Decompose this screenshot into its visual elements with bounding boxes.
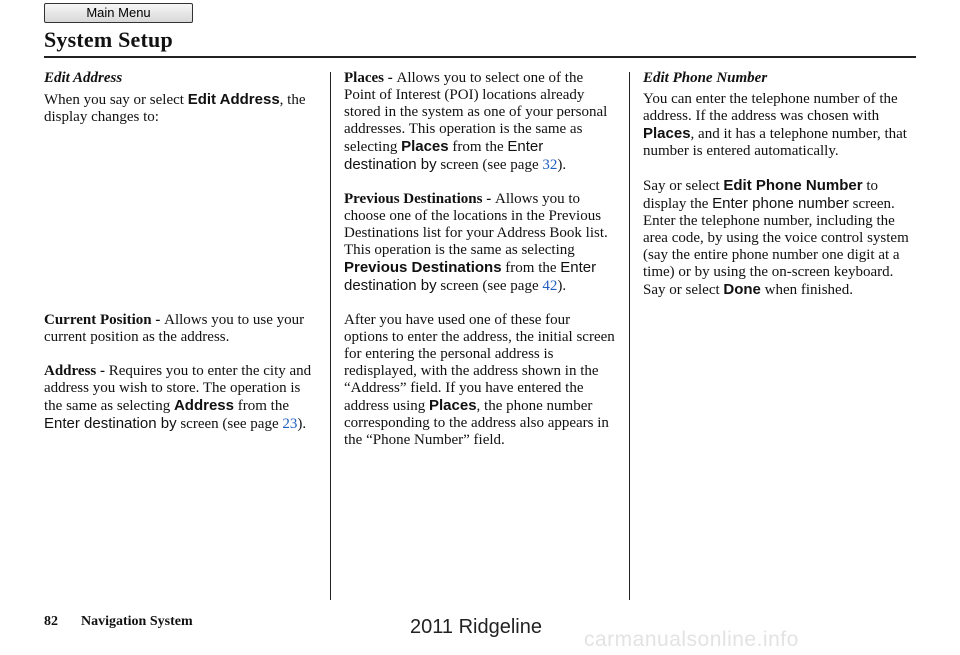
enter-phone-number-screen-label: Enter phone number <box>712 195 849 212</box>
previous-destinations-paragraph: Previous Destinations - Allows you to choose one of the locations in the Previous Destinations list for your Address Book list. This operation is the same as selecting Previous Destinations from the Enter destination by screen (see page 42). <box>344 191 608 294</box>
title-divider <box>44 56 916 58</box>
say-or-select-paragraph: Say or select Edit Phone Number to display the Enter phone number screen. Enter the telephone number, including the area code, by using the voice control system (say the entire phone number one digit at a time) or by using the on-screen keyboard. Say or select Done when finished. <box>643 177 909 298</box>
main-menu-button[interactable]: Main Menu <box>44 3 193 23</box>
current-position-term: Current Position - <box>44 312 165 328</box>
address-screen-label: Enter destination by <box>44 415 177 432</box>
address-ui-label: Address <box>173 397 234 414</box>
edit-address-heading: Edit Address <box>44 70 123 86</box>
display-image-placeholder <box>44 143 316 312</box>
previous-destinations-term: Previous Destinations - <box>344 191 495 207</box>
places-screen-label: Enter destination by <box>344 138 544 173</box>
places-ui-label: Places <box>401 138 449 155</box>
page-link-32[interactable]: 32 <box>542 157 558 173</box>
edit-phone-heading: Edit Phone Number <box>643 70 768 86</box>
phone-places-ui-label: Places <box>643 125 691 142</box>
edit-address-ui-label: Edit Address <box>187 91 280 108</box>
page-title: System Setup <box>44 27 173 52</box>
current-position-paragraph: Current Position - Allows you to use your current position as the address. <box>44 312 305 345</box>
page-link-42[interactable]: 42 <box>542 278 558 294</box>
left-column <box>44 70 316 450</box>
footer-page-number: 82 <box>44 614 58 629</box>
column-divider-2 <box>629 72 630 600</box>
model-watermark: 2011 Ridgeline <box>410 616 542 638</box>
edit-address-intro: When you say or select Edit Address, the display changes to: <box>44 91 306 125</box>
address-term: Address - <box>44 363 109 379</box>
footer-section-label: Navigation System <box>81 614 193 629</box>
edit-phone-number-ui-label: Edit Phone Number <box>723 177 863 194</box>
address-paragraph: Address - Requires you to enter the city and address you wish to store. The operation is the same as selecting Address from the Enter destination by screen (see page 23). <box>44 363 312 432</box>
places-paragraph: Places - Allows you to select one of the Point of Interest (POI) locations already stored in the system as one of your personal addresses. This operation is the same as selecting Places from the Enter destination by screen (see page 32). <box>344 70 608 173</box>
after-options-paragraph: After you have used one of these four options to enter the address, the initial screen for entering the personal address is redisplayed, with the address shown in the “Address” field. If you have entered the address using Places, the phone number corresponding to the address also appears in the “Phone Number” field. <box>344 312 615 448</box>
places-term: Places - <box>344 70 397 86</box>
column-divider-1 <box>330 72 331 600</box>
previous-destinations-screen-label: Enter destination by <box>344 259 597 294</box>
middle-column <box>344 70 618 466</box>
edit-phone-paragraph: You can enter the telephone number of the address. If the address was chosen with Places, and it has a telephone number, that number is entered automatically. <box>643 91 907 159</box>
page-link-23[interactable]: 23 <box>282 416 298 432</box>
previous-destinations-ui-label: Previous Destinations <box>344 259 502 276</box>
after-places-ui-label: Places <box>429 397 477 414</box>
right-column <box>643 70 915 316</box>
site-watermark: carmanualsonline.info <box>584 628 799 651</box>
done-ui-label: Done <box>723 281 761 298</box>
